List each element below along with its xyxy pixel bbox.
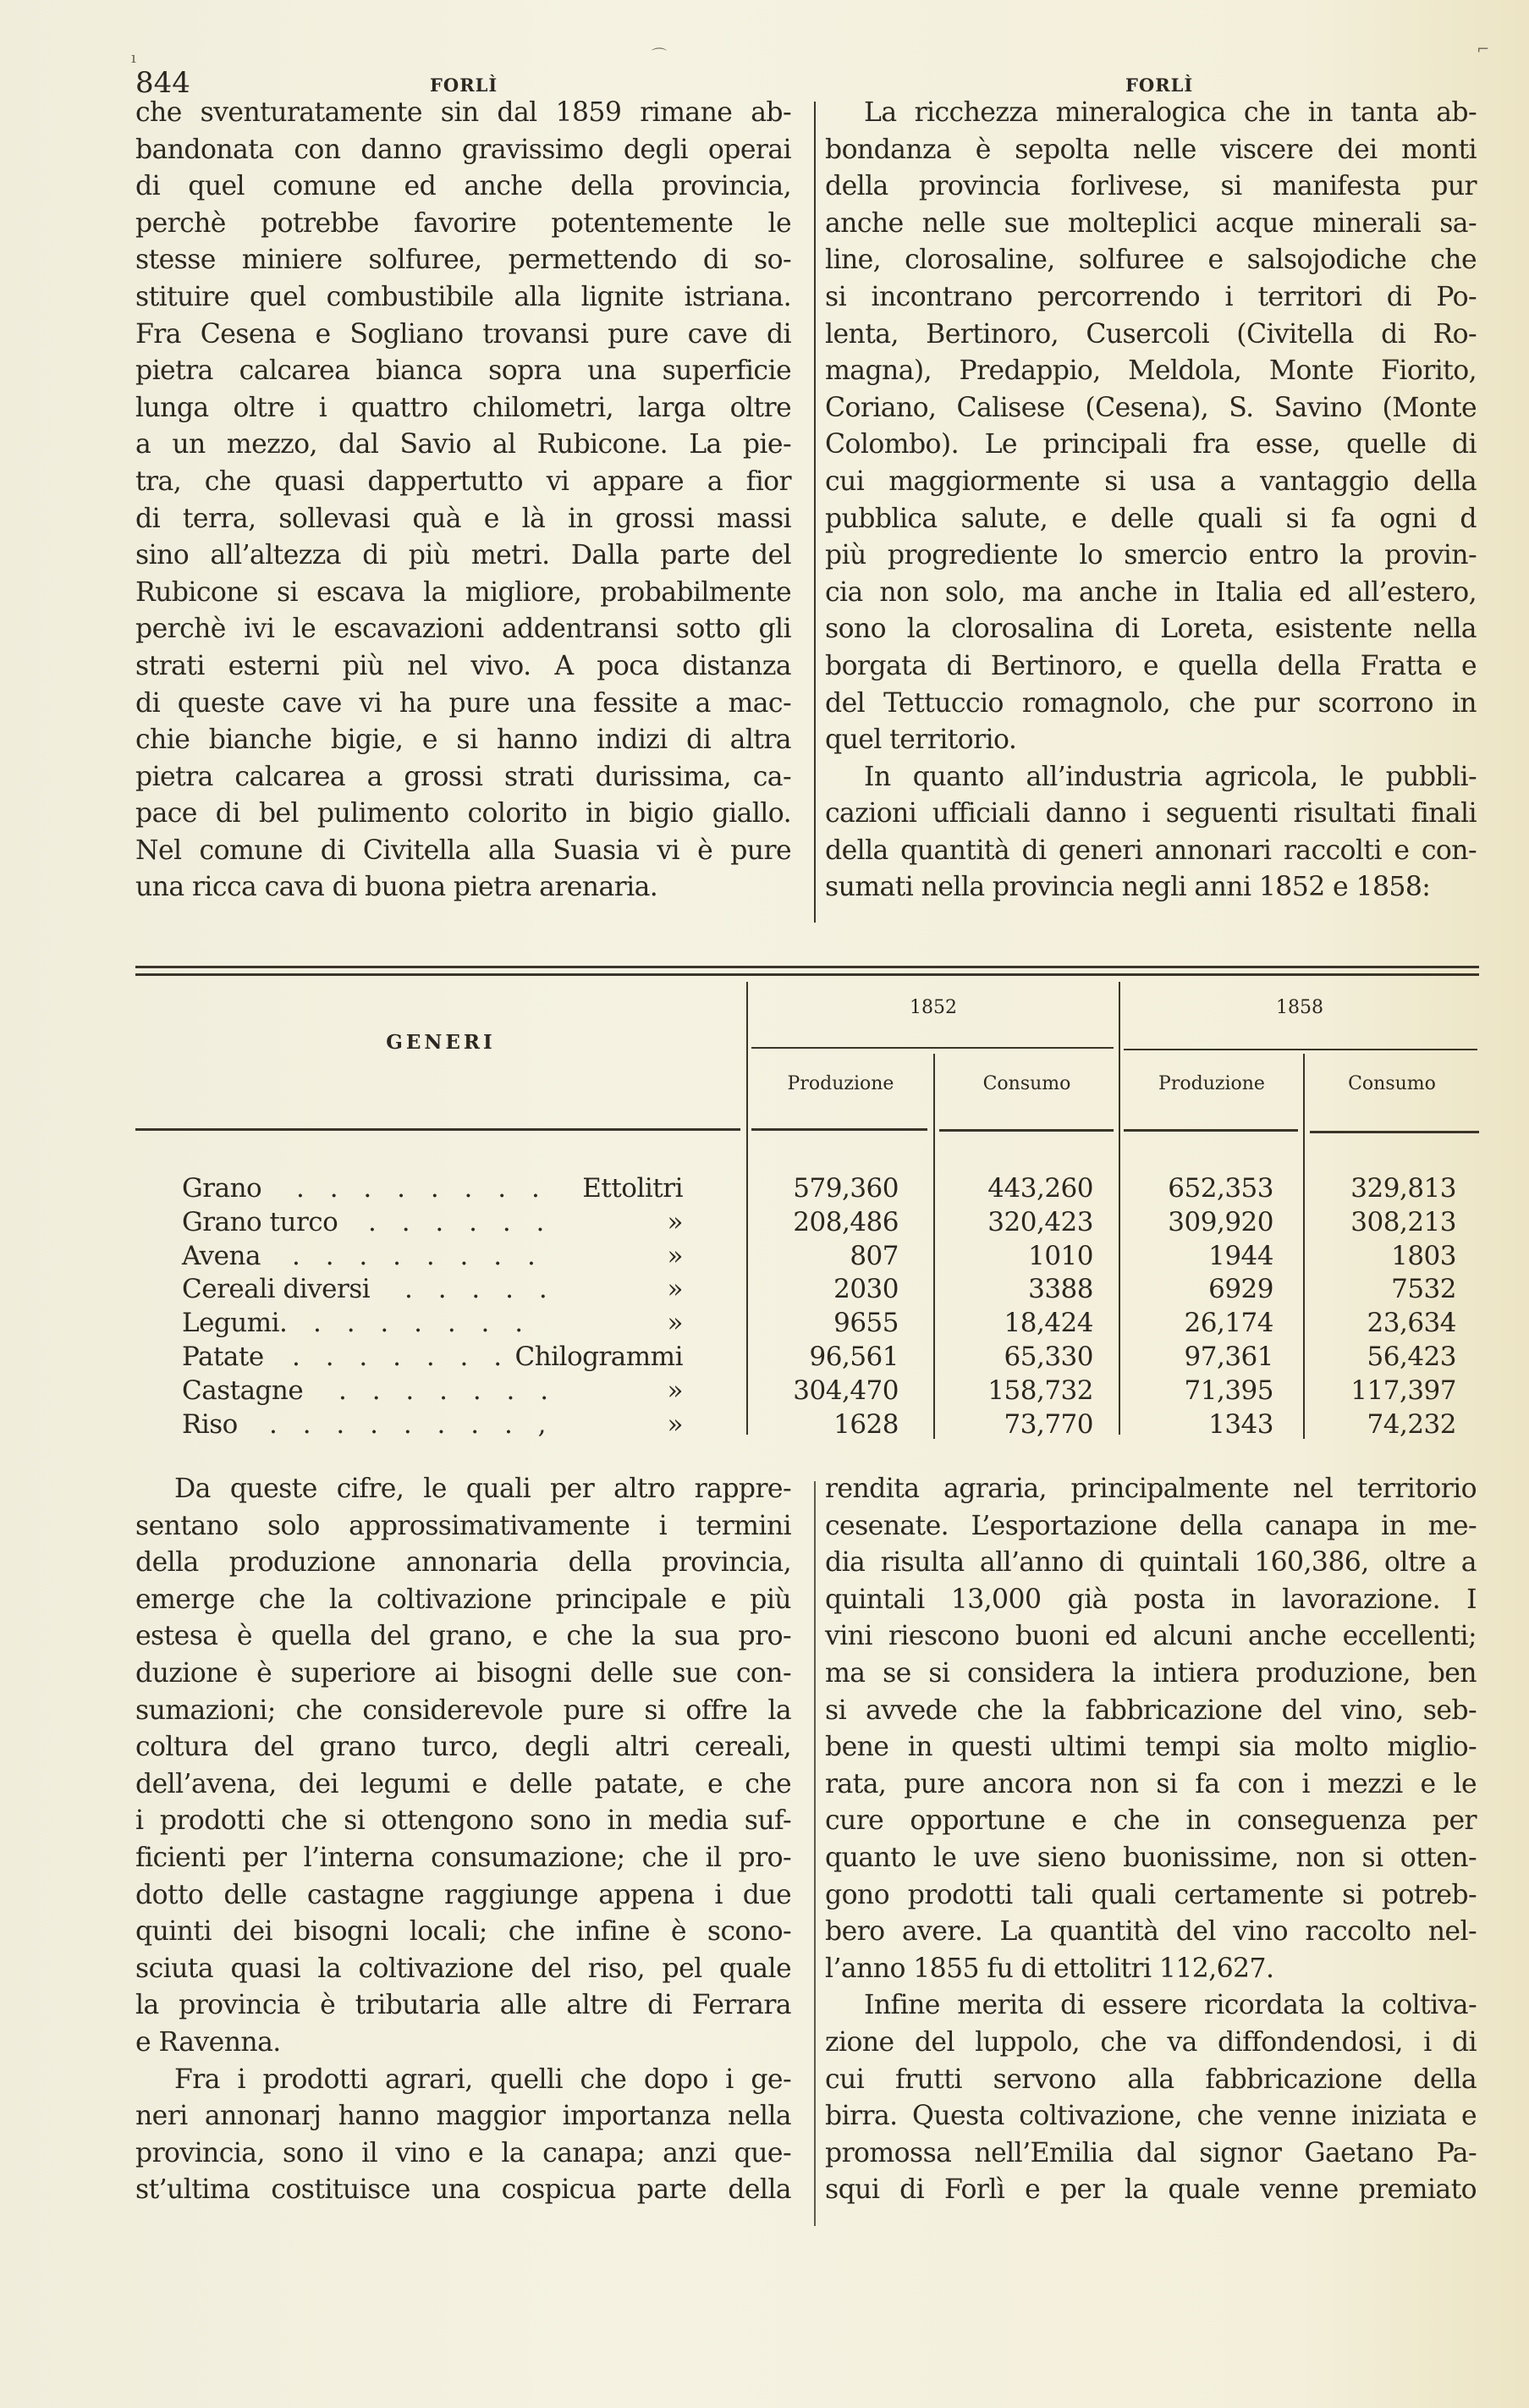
text-line: Fra i prodotti agrari, quelli che dopo i ge- — [174, 2064, 791, 2095]
lower-right-column — [825, 1471, 1477, 2209]
text-line: Rubicone si escava la migliore, probabilmente — [135, 576, 791, 608]
text-line: pace di bel pulimento colorito in bigio giallo. — [135, 798, 791, 829]
text-line: chie bianche bigie, e si hanno indizi di altra — [135, 725, 791, 756]
column-divider — [814, 102, 816, 923]
genere-label: Legumi. — [182, 1308, 288, 1339]
leader-dots: . . . . . . . — [292, 1342, 511, 1372]
unit-label: » — [667, 1408, 683, 1440]
value-consumo-1858: 308,213 — [1350, 1206, 1456, 1237]
text-line: della quantità di generi annonari raccolti e con- — [825, 835, 1477, 866]
text-line: perchè potrebbe favorire potentemente le — [135, 207, 791, 239]
upper-right-column — [825, 95, 1477, 906]
value-produzione-1858: 1944 — [1208, 1240, 1273, 1271]
text-line: si incontrano percorrendo i territori di Po- — [825, 281, 1477, 312]
value-produzione-1852: 304,470 — [793, 1375, 899, 1406]
text-line: bene in questi ultimi tempi sia molto miglio- — [825, 1732, 1477, 1763]
value-consumo-1852: 443,260 — [987, 1173, 1093, 1204]
leader-dots: . . . . . . — [368, 1206, 553, 1237]
value-produzione-1858: 652,353 — [1168, 1173, 1273, 1204]
running-head-right: FORLÌ — [1125, 74, 1194, 96]
unit-label: » — [667, 1240, 683, 1271]
value-consumo-1858: 1803 — [1391, 1240, 1456, 1271]
text-line: dotto delle castagne raggiunge appena i due — [135, 1879, 791, 1910]
table-row — [0, 1306, 1529, 1340]
text-line: bandonata con danno gravissimo degli operai — [135, 134, 791, 165]
text-line: emerge che la coltivazione principale e più — [135, 1584, 791, 1615]
value-produzione-1852: 2030 — [833, 1274, 899, 1305]
text-line: che sventuratamente sin dal 1859 rimane ab- — [135, 97, 791, 128]
text-line: bondanza è sepolta nelle viscere dei monti — [825, 134, 1477, 165]
text-line: sino all’altezza di più metri. Dalla parte del — [135, 540, 791, 571]
text-line: quanto le uve sieno buonissime, non si otten- — [825, 1842, 1477, 1873]
text-line: Nel comune di Civitella alla Suasia vi è pure — [135, 835, 791, 866]
text-line: una ricca cava di buona pietra arenaria. — [135, 872, 658, 903]
table-top-rule — [135, 966, 1479, 968]
value-consumo-1852: 1010 — [1028, 1240, 1093, 1271]
subheader-produzione-1858: Produzione — [1158, 1073, 1265, 1094]
text-line: ma se si considera la intiera produzione, ben — [825, 1657, 1477, 1689]
text-line: quinti dei bisogni locali; che infine è scono- — [135, 1916, 791, 1948]
text-line: dell’avena, dei legumi e delle patate, e che — [135, 1768, 791, 1799]
value-produzione-1852: 96,561 — [809, 1342, 899, 1372]
running-head-left: FORLÌ — [430, 74, 498, 96]
text-line: sumazioni; che considerevole pure si offre la — [135, 1694, 791, 1726]
scan-mark: ı — [131, 49, 136, 67]
value-consumo-1852: 320,423 — [987, 1206, 1093, 1237]
leader-dots: . . . . . . . . — [296, 1173, 548, 1204]
genere-label: Cereali diversi — [182, 1274, 371, 1305]
unit-label: » — [667, 1206, 683, 1237]
text-line: pietra calcarea bianca sopra una superficie — [135, 355, 791, 387]
header-bottom-rule — [1310, 1131, 1479, 1133]
value-produzione-1852: 1628 — [833, 1408, 899, 1440]
text-line: duzione è superiore ai bisogni delle sue con- — [135, 1657, 791, 1689]
table-row — [0, 1408, 1529, 1441]
value-produzione-1858: 309,920 — [1168, 1206, 1273, 1237]
text-line: lenta, Bertinoro, Cusercoli (Civitella di Ro- — [825, 318, 1477, 350]
value-produzione-1858: 26,174 — [1184, 1308, 1273, 1339]
value-produzione-1852: 9655 — [833, 1308, 899, 1339]
scan-mark: ⌒ — [652, 47, 667, 65]
genere-label: Riso — [182, 1408, 238, 1440]
value-consumo-1858: 74,232 — [1367, 1408, 1456, 1440]
text-line: stesse miniere solfuree, permettendo di so- — [135, 245, 791, 276]
leader-dots: . . . . . . . . , — [269, 1408, 555, 1440]
leader-dots: . . . . . . . — [338, 1375, 558, 1406]
value-consumo-1858: 329,813 — [1350, 1173, 1456, 1204]
year-rule — [1124, 1049, 1477, 1050]
header-bottom-rule — [939, 1129, 1114, 1132]
table-row — [0, 1340, 1529, 1374]
unit-label: Chilogrammi — [514, 1342, 683, 1372]
text-line: del Tettuccio romagnolo, che pur scorrono in — [825, 687, 1477, 719]
text-line: La ricchezza mineralogica che in tanta ab- — [864, 97, 1477, 128]
text-line: cure opportune e che in conseguenza per — [825, 1805, 1477, 1837]
text-line: sciuta quasi la coltivazione del riso, pel quale — [135, 1953, 791, 1984]
leader-dots: . . . . . . . — [313, 1308, 532, 1339]
text-line: cui frutti servono alla fabbricazione della — [825, 2064, 1477, 2095]
text-line: della provincia forlivese, si manifesta pur — [825, 171, 1477, 202]
text-line: la provincia è tributaria alle altre di Ferrara — [135, 1990, 791, 2021]
value-consumo-1858: 117,397 — [1350, 1375, 1456, 1406]
leader-dots: . . . . . . . . — [292, 1240, 544, 1271]
text-line: Infine merita di essere ricordata la coltiva- — [864, 1990, 1477, 2021]
value-produzione-1852: 579,360 — [793, 1173, 899, 1204]
text-line: pietra calcarea a grossi strati durissima, ca- — [135, 761, 791, 792]
unit-label: » — [667, 1274, 683, 1305]
value-consumo-1852: 73,770 — [1004, 1408, 1093, 1440]
table-top-rule — [135, 973, 1479, 976]
text-line: e Ravenna. — [135, 2026, 281, 2058]
lower-left-column — [135, 1471, 791, 2209]
unit-label: » — [667, 1308, 683, 1339]
genere-label: Grano — [182, 1173, 262, 1204]
text-line: l’anno 1855 fu di ettolitri 112,627. — [825, 1953, 1274, 1984]
value-produzione-1852: 807 — [850, 1240, 899, 1271]
text-line: Da queste cifre, le quali per altro rappre- — [174, 1474, 791, 1504]
text-line: rendita agraria, principalmente nel territorio — [825, 1474, 1477, 1504]
scan-mark: ⌐ — [1477, 41, 1490, 58]
upper-left-column — [135, 95, 791, 906]
text-line: anche nelle sue molteplici acque minerali sa- — [825, 207, 1477, 239]
text-line: dia risulta all’anno di quintali 160,386, oltre a — [825, 1547, 1477, 1579]
text-line: di terra, sollevasi quà e là in grossi massi — [135, 503, 791, 534]
text-line: magna), Predappio, Meldola, Monte Fiorito, — [825, 355, 1477, 387]
text-line: sumati nella provincia negli anni 1852 e 1858: — [825, 872, 1431, 903]
text-line: cia non solo, ma anche in Italia ed all’estero, — [825, 576, 1477, 608]
text-line: strati esterni più nel vivo. A poca distanza — [135, 650, 791, 681]
text-line: zione del luppolo, che va diffondendosi, i di — [825, 2026, 1477, 2058]
text-line: estesa è quella del grano, e che la sua pro- — [135, 1621, 791, 1652]
text-line: vini riescono buoni ed alcuni anche eccellenti; — [825, 1621, 1477, 1652]
text-line: lunga oltre i quattro chilometri, larga oltre — [135, 392, 791, 423]
value-produzione-1852: 208,486 — [793, 1206, 899, 1237]
value-consumo-1858: 23,634 — [1367, 1308, 1456, 1339]
text-line: borgata di Bertinoro, e quella della Fratta e — [825, 650, 1477, 681]
text-line: bero avere. La quantità del vino raccolto nel- — [825, 1916, 1477, 1948]
table-row — [0, 1205, 1529, 1239]
value-produzione-1858: 97,361 — [1184, 1342, 1273, 1372]
text-line: più progrediente lo smercio entro la provin- — [825, 540, 1477, 571]
genere-label: Patate — [182, 1342, 264, 1372]
text-line: di queste cave vi ha pure una fessite a mac- — [135, 687, 791, 719]
text-line: stituire quel combustibile alla lignite istriana. — [135, 281, 791, 312]
text-line: a un mezzo, dal Savio al Rubicone. La pie- — [135, 429, 791, 460]
genere-label: Castagne — [182, 1375, 304, 1406]
table-row — [0, 1171, 1529, 1205]
text-line: perchè ivi le escavazioni addentransi sotto gli — [135, 614, 791, 645]
value-produzione-1858: 1343 — [1208, 1408, 1273, 1440]
table-row — [0, 1374, 1529, 1408]
text-line: tra, che quasi dappertutto vi appare a fior — [135, 466, 791, 497]
text-line: Colombo). Le principali fra esse, quelle di — [825, 429, 1477, 460]
text-line: coltura del grano turco, degli altri cereali, — [135, 1732, 791, 1763]
value-consumo-1852: 18,424 — [1004, 1308, 1093, 1339]
value-consumo-1858: 56,423 — [1367, 1342, 1456, 1372]
page-number: 844 — [135, 66, 190, 100]
text-line: line, clorosaline, solfuree e salsojodiche che — [825, 245, 1477, 276]
text-line: rata, pure ancora non si fa con i mezzi e le — [825, 1768, 1477, 1799]
unit-label: Ettolitri — [582, 1173, 683, 1204]
genere-label: Avena — [182, 1240, 261, 1271]
text-line: cesenate. L’esportazione della canapa in me- — [825, 1510, 1477, 1541]
column-divider — [814, 1481, 816, 2226]
text-line: neri annonarj hanno maggior importanza nella — [135, 2101, 791, 2132]
subheader-consumo-1852: Consumo — [982, 1073, 1071, 1094]
text-line: della produzione annonaria della provincia, — [135, 1547, 791, 1579]
text-line: sono la clorosalina di Loreta, esistente nella — [825, 614, 1477, 645]
value-consumo-1852: 65,330 — [1004, 1342, 1093, 1372]
value-consumo-1852: 3388 — [1028, 1274, 1093, 1305]
text-line: i prodotti che si ottengono sono in media suf- — [135, 1805, 791, 1837]
leader-dots: . . . . . — [404, 1274, 556, 1305]
text-line: st’ultima costituisce una cospicua parte della — [135, 2174, 791, 2206]
text-line: squi di Forlì e per la quale venne premiato — [825, 2174, 1477, 2206]
text-line: quintali 13,000 già posta in lavorazione. I — [825, 1584, 1477, 1615]
table-row — [0, 1272, 1529, 1306]
unit-label: » — [667, 1375, 683, 1406]
header-year-1858: 1858 — [1276, 997, 1323, 1018]
text-line: di quel comune ed anche della provincia, — [135, 171, 791, 202]
header-bottom-rule — [1124, 1129, 1298, 1132]
text-line: provincia, sono il vino e la canapa; anzi que- — [135, 2137, 791, 2168]
text-line: cazioni ufficiali danno i seguenti risultati finali — [825, 798, 1477, 829]
text-line: promossa nell’Emilia dal signor Gaetano Pa- — [825, 2137, 1477, 2168]
text-line: pubblica salute, e delle quali si fa ogni d — [825, 503, 1477, 534]
value-consumo-1858: 7532 — [1391, 1274, 1456, 1305]
text-line: Coriano, Calisese (Cesena), S. Savino (Monte — [825, 392, 1477, 423]
subheader-consumo-1858: Consumo — [1348, 1073, 1436, 1094]
year-rule — [751, 1047, 1114, 1049]
header-year-1852: 1852 — [910, 997, 957, 1018]
text-line: cui maggiormente si usa a vantaggio della — [825, 466, 1477, 497]
header-generi: GENERI — [386, 1031, 496, 1054]
text-line: birra. Questa coltivazione, che venne iniziata e — [825, 2101, 1477, 2132]
text-line: Fra Cesena e Sogliano trovansi pure cave di — [135, 318, 791, 350]
header-bottom-rule — [751, 1128, 927, 1131]
value-produzione-1858: 71,395 — [1184, 1375, 1273, 1406]
text-line: ficienti per l’interna consumazione; che il pro- — [135, 1842, 791, 1873]
table-row — [0, 1239, 1529, 1273]
text-line: gono prodotti tali quali certamente si potreb- — [825, 1879, 1477, 1910]
text-line: In quanto all’industria agricola, le pubbli- — [864, 761, 1477, 792]
text-line: sentano solo approssimativamente i termini — [135, 1510, 791, 1541]
text-line: quel territorio. — [825, 725, 1017, 756]
genere-label: Grano turco — [182, 1206, 338, 1237]
header-bottom-rule — [135, 1128, 740, 1131]
value-consumo-1852: 158,732 — [987, 1375, 1093, 1406]
subheader-produzione-1852: Produzione — [787, 1073, 894, 1094]
text-line: si avvede che la fabbricazione del vino, seb- — [825, 1694, 1477, 1726]
value-produzione-1858: 6929 — [1208, 1274, 1273, 1305]
